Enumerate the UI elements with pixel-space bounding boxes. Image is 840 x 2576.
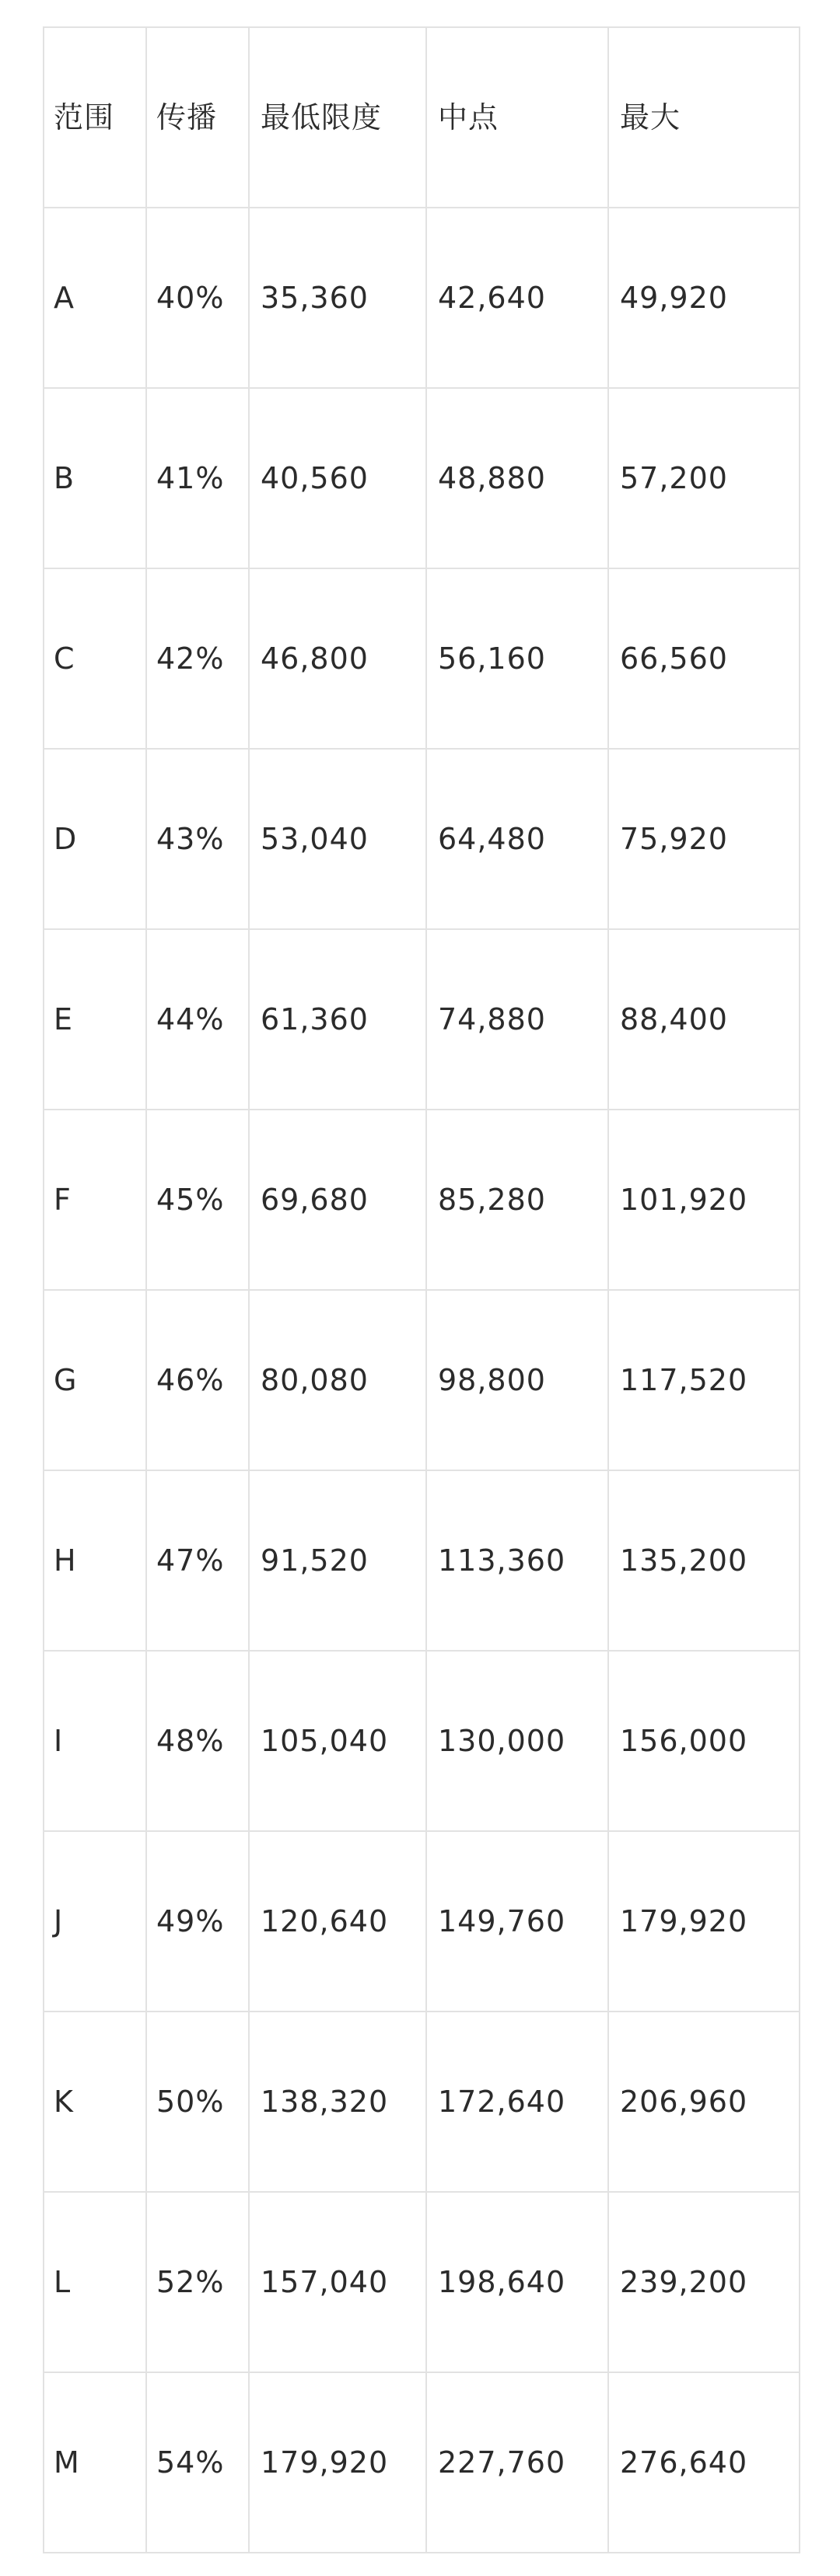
table-row <box>44 388 800 568</box>
cell-minimum: 138,320 <box>249 2012 426 2192</box>
cell-minimum: 61,360 <box>249 929 426 1110</box>
cell-spread: 42% <box>146 568 249 749</box>
cell-maximum: 75,920 <box>608 749 800 929</box>
cell-maximum: 88,400 <box>608 929 800 1110</box>
cell-midpoint: 64,480 <box>426 749 608 929</box>
cell-maximum: 156,000 <box>608 1651 800 1831</box>
cell-minimum: 35,360 <box>249 208 426 388</box>
table-row <box>44 1470 800 1651</box>
cell-spread: 45% <box>146 1110 249 1290</box>
cell-midpoint: 74,880 <box>426 929 608 1110</box>
cell-maximum: 66,560 <box>608 568 800 749</box>
header-spread: 传播 <box>146 27 249 208</box>
cell-maximum: 239,200 <box>608 2192 800 2372</box>
cell-range: F <box>44 1110 146 1290</box>
cell-maximum: 276,640 <box>608 2372 800 2553</box>
cell-midpoint: 56,160 <box>426 568 608 749</box>
header-midpoint: 中点 <box>426 27 608 208</box>
cell-maximum: 101,920 <box>608 1110 800 1290</box>
cell-spread: 49% <box>146 1831 249 2012</box>
cell-maximum: 135,200 <box>608 1470 800 1651</box>
cell-spread: 47% <box>146 1470 249 1651</box>
cell-minimum: 53,040 <box>249 749 426 929</box>
cell-range: B <box>44 388 146 568</box>
table-row <box>44 929 800 1110</box>
table-row <box>44 2372 800 2553</box>
table-row <box>44 2012 800 2192</box>
cell-range: E <box>44 929 146 1110</box>
cell-midpoint: 227,760 <box>426 2372 608 2553</box>
cell-spread: 46% <box>146 1290 249 1470</box>
cell-spread: 40% <box>146 208 249 388</box>
table-header-row <box>44 27 800 208</box>
cell-maximum: 57,200 <box>608 388 800 568</box>
cell-spread: 41% <box>146 388 249 568</box>
cell-range: L <box>44 2192 146 2372</box>
cell-range: K <box>44 2012 146 2192</box>
cell-range: M <box>44 2372 146 2553</box>
cell-midpoint: 198,640 <box>426 2192 608 2372</box>
cell-midpoint: 172,640 <box>426 2012 608 2192</box>
cell-midpoint: 149,760 <box>426 1831 608 2012</box>
table-row <box>44 1831 800 2012</box>
cell-maximum: 117,520 <box>608 1290 800 1470</box>
cell-minimum: 120,640 <box>249 1831 426 2012</box>
cell-range: A <box>44 208 146 388</box>
cell-maximum: 206,960 <box>608 2012 800 2192</box>
table-row <box>44 208 800 388</box>
cell-range: G <box>44 1290 146 1470</box>
cell-maximum: 49,920 <box>608 208 800 388</box>
cell-minimum: 179,920 <box>249 2372 426 2553</box>
cell-spread: 54% <box>146 2372 249 2553</box>
cell-midpoint: 98,800 <box>426 1290 608 1470</box>
cell-midpoint: 48,880 <box>426 388 608 568</box>
cell-range: H <box>44 1470 146 1651</box>
cell-minimum: 80,080 <box>249 1290 426 1470</box>
cell-midpoint: 42,640 <box>426 208 608 388</box>
table-row <box>44 1110 800 1290</box>
cell-spread: 44% <box>146 929 249 1110</box>
table-row <box>44 1290 800 1470</box>
cell-range: J <box>44 1831 146 2012</box>
table-row <box>44 749 800 929</box>
cell-midpoint: 113,360 <box>426 1470 608 1651</box>
table-row <box>44 1651 800 1831</box>
header-minimum: 最低限度 <box>249 27 426 208</box>
cell-spread: 50% <box>146 2012 249 2192</box>
cell-minimum: 91,520 <box>249 1470 426 1651</box>
cell-range: I <box>44 1651 146 1831</box>
cell-midpoint: 130,000 <box>426 1651 608 1831</box>
table-row <box>44 2192 800 2372</box>
cell-range: D <box>44 749 146 929</box>
cell-midpoint: 85,280 <box>426 1110 608 1290</box>
cell-minimum: 40,560 <box>249 388 426 568</box>
cell-minimum: 69,680 <box>249 1110 426 1290</box>
cell-minimum: 105,040 <box>249 1651 426 1831</box>
header-range: 范围 <box>44 27 146 208</box>
cell-spread: 52% <box>146 2192 249 2372</box>
salary-range-table <box>43 26 800 2553</box>
cell-range: C <box>44 568 146 749</box>
cell-spread: 48% <box>146 1651 249 1831</box>
table-row <box>44 568 800 749</box>
cell-spread: 43% <box>146 749 249 929</box>
cell-minimum: 46,800 <box>249 568 426 749</box>
cell-maximum: 179,920 <box>608 1831 800 2012</box>
cell-minimum: 157,040 <box>249 2192 426 2372</box>
header-maximum: 最大 <box>608 27 800 208</box>
